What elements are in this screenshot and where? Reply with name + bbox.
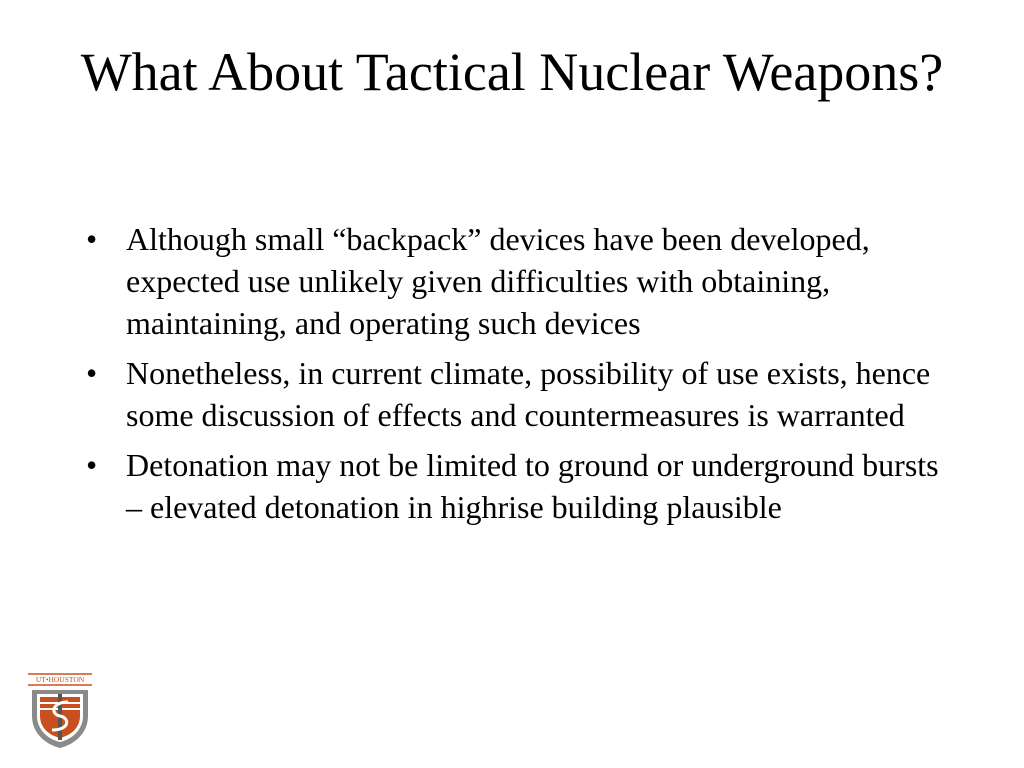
- ut-houston-seal-icon: [26, 672, 94, 750]
- bullet-text: Although small “backpack” devices have been developed, expected use unlikely given difficulties with obtaining, maintaining, and operating such devices: [126, 221, 870, 341]
- bullet-marker: •: [86, 221, 98, 257]
- bullet-marker: •: [86, 447, 98, 483]
- bullet-list: [80, 218, 960, 536]
- bullet-item: [80, 352, 960, 436]
- bullet-marker: •: [86, 355, 98, 391]
- bullet-text: Detonation may not be limited to ground or underground bursts – elevated detonation in highrise building plausible: [126, 447, 939, 525]
- ut-houston-logo: [26, 672, 94, 750]
- bullet-item: [80, 218, 960, 344]
- slide-title: What About Tactical Nuclear Weapons?: [80, 42, 944, 102]
- bullet-text: Nonetheless, in current climate, possibility of use exists, hence some discussion of effects and countermeasures is warranted: [126, 355, 931, 433]
- logo-text: UT•HOUSTON: [35, 675, 85, 684]
- bullet-item: [80, 444, 960, 528]
